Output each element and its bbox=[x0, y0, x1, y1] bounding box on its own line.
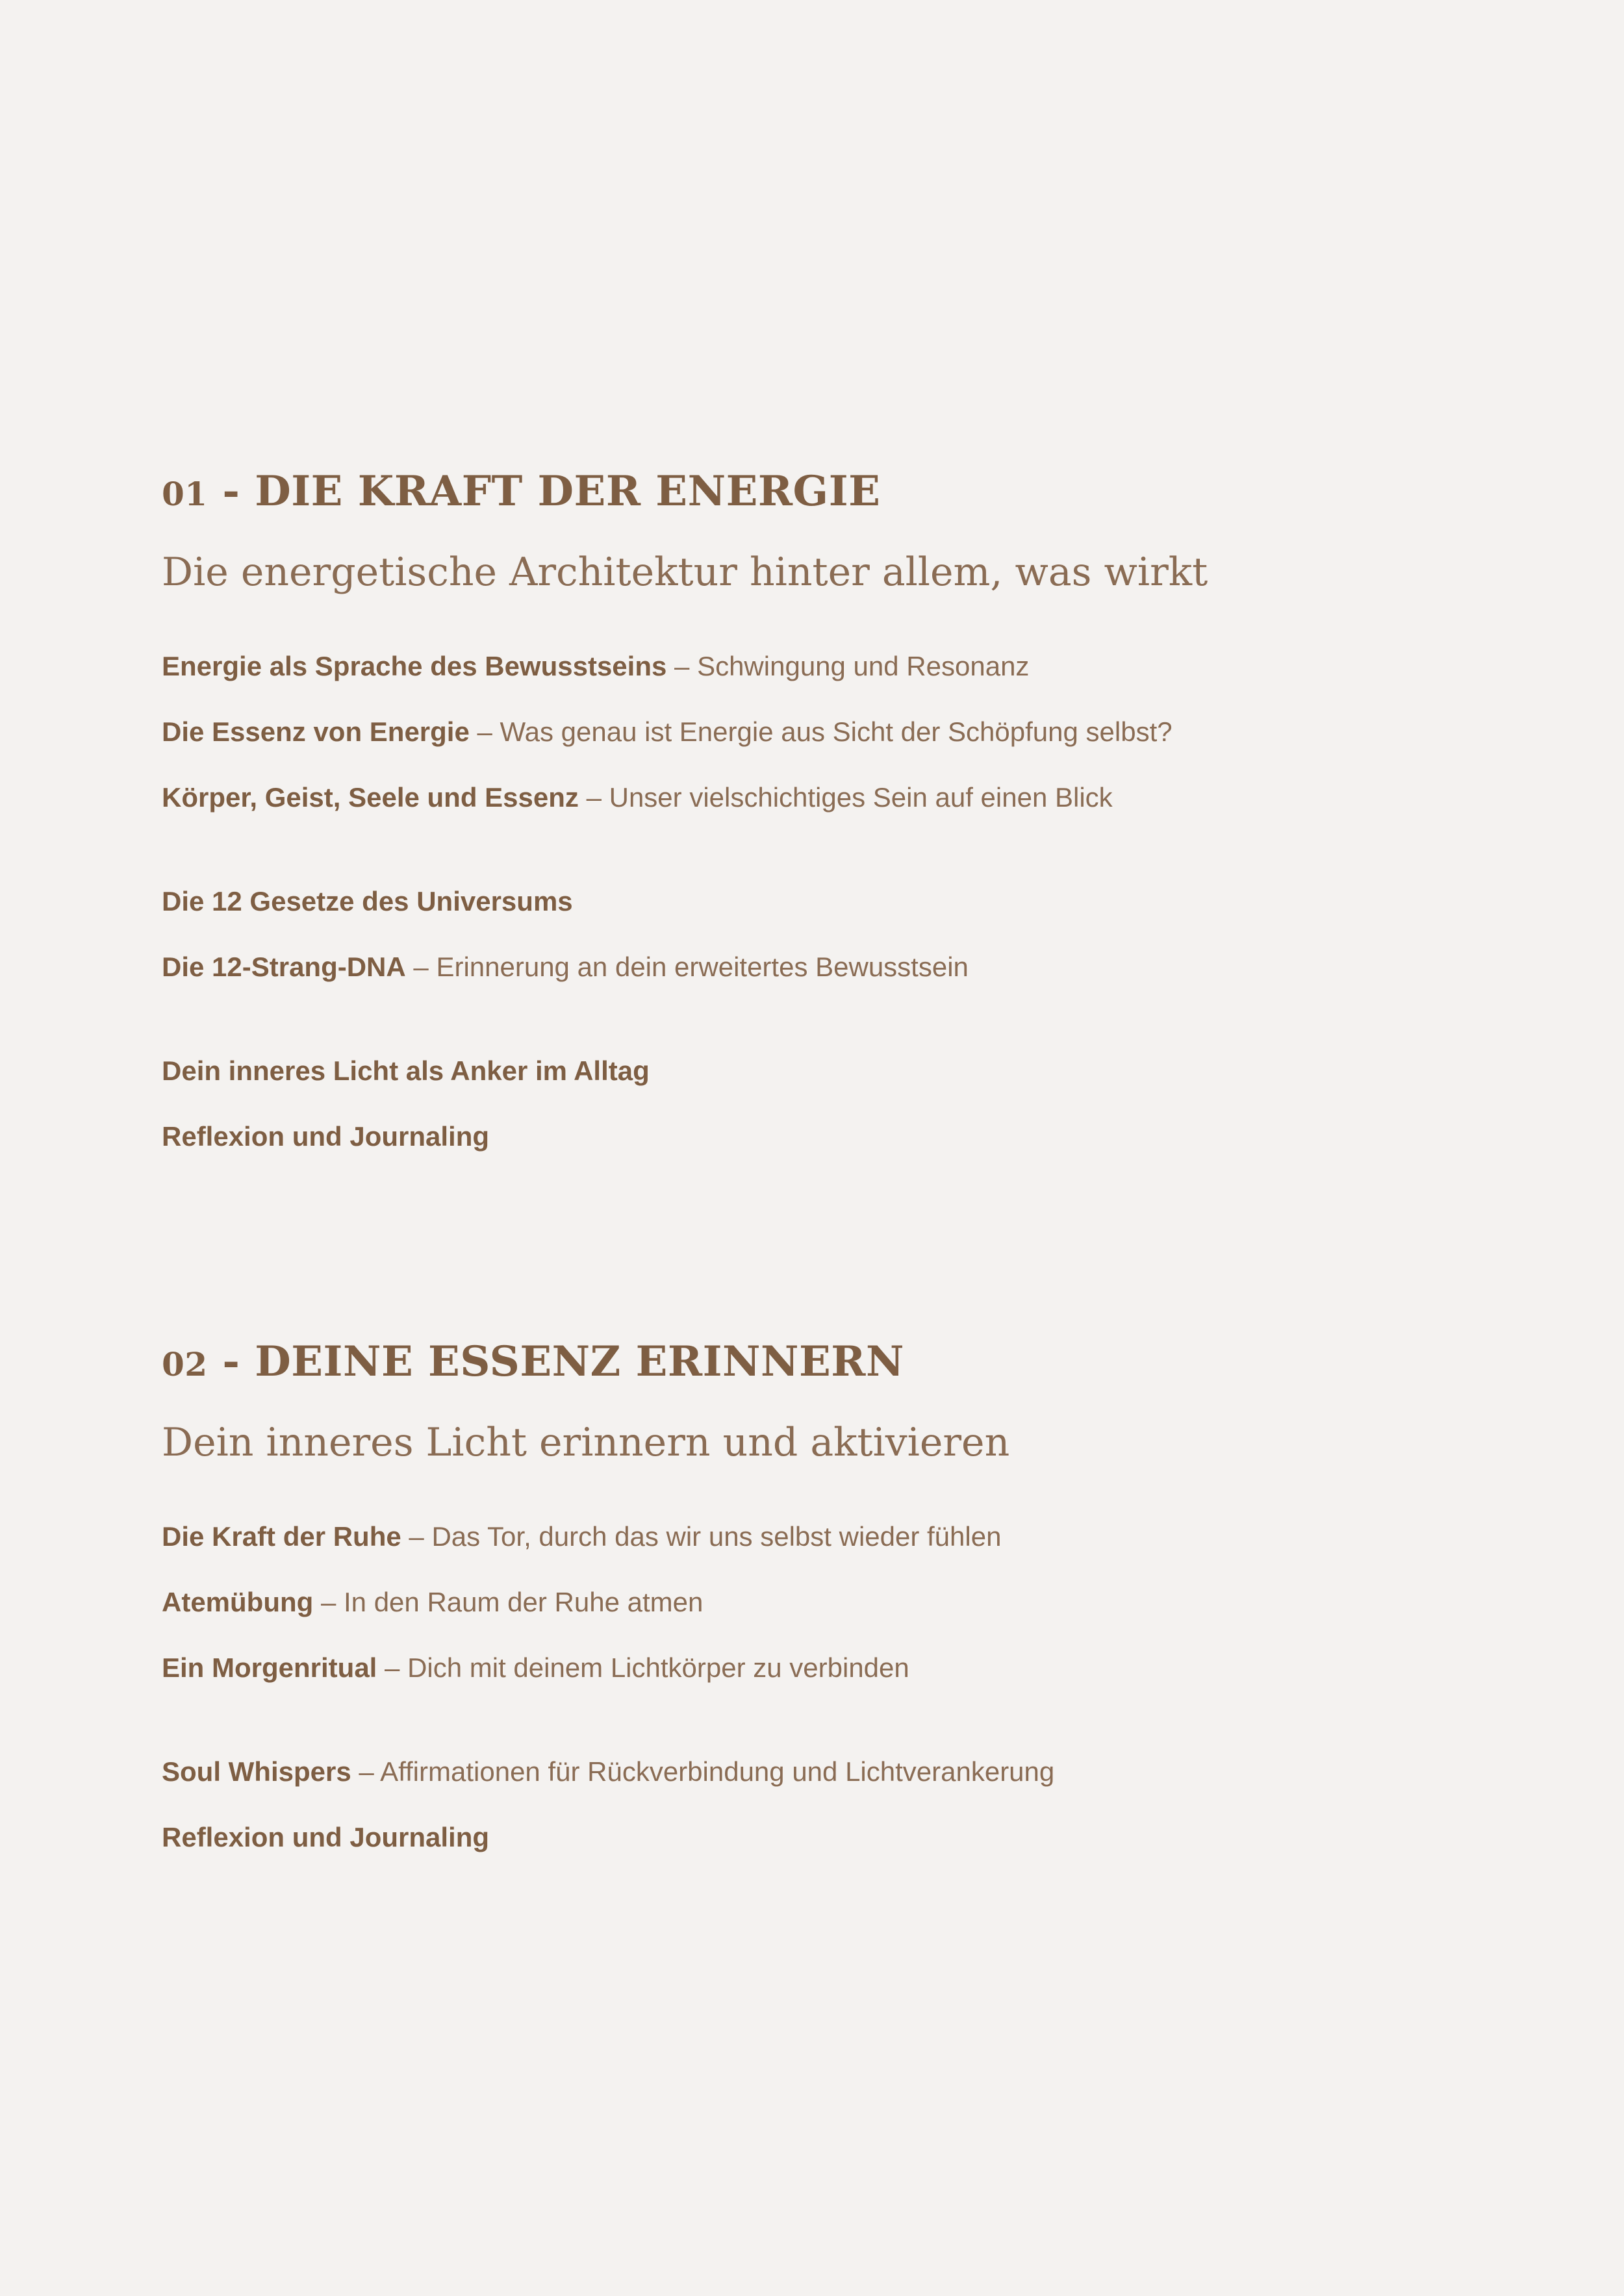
chapter-entry bbox=[162, 647, 1461, 686]
chapter-title-dash: - bbox=[207, 467, 255, 516]
entry-title: Die Kraft der Ruhe bbox=[162, 1521, 401, 1552]
chapter-entry bbox=[162, 1517, 1461, 1556]
chapter-01 bbox=[162, 462, 1461, 1183]
chapter-number: 01 bbox=[162, 475, 208, 513]
chapter-entry bbox=[162, 778, 1461, 817]
entry-separator: – bbox=[351, 1756, 381, 1787]
chapter-title-text: DIE KRAFT DER ENERGIE bbox=[255, 467, 881, 516]
chapter-entry bbox=[162, 1752, 1461, 1791]
entry-title: Energie als Sprache des Bewusstseins bbox=[162, 651, 667, 681]
chapter-entry bbox=[162, 882, 1461, 921]
entry-title: Körper, Geist, Seele und Essenz bbox=[162, 782, 579, 813]
entry-title: Ein Morgenritual bbox=[162, 1652, 377, 1683]
chapter-title-dash: - bbox=[207, 1337, 255, 1386]
entry-description: Das Tor, durch das wir uns selbst wieder fühlen bbox=[431, 1521, 1002, 1552]
chapter-entry-list bbox=[162, 647, 1461, 1156]
chapter-title-text: DEINE ESSENZ ERINNERN bbox=[255, 1337, 904, 1386]
entry-description: Erinnerung an dein erweitertes Bewusstsein bbox=[436, 952, 969, 982]
chapter-title bbox=[162, 462, 1461, 521]
chapter-number: 02 bbox=[162, 1345, 208, 1383]
chapter-subtitle: Dein inneres Licht erinnern und aktivieren bbox=[162, 1420, 1010, 1465]
entry-title: Soul Whispers bbox=[162, 1756, 351, 1787]
chapter-subtitle: Die energetische Architektur hinter allem, was wirkt bbox=[162, 549, 1208, 595]
chapter-entry bbox=[162, 1117, 1461, 1156]
chapter-entry bbox=[162, 948, 1461, 987]
entry-description: In den Raum der Ruhe atmen bbox=[344, 1587, 704, 1617]
chapter-entry bbox=[162, 713, 1461, 751]
entry-title: Reflexion und Journaling bbox=[162, 1822, 490, 1852]
chapter-02 bbox=[162, 1333, 1461, 1884]
entry-title: Reflexion und Journaling bbox=[162, 1121, 490, 1152]
entry-description: Unser vielschichtiges Sein auf einen Blick bbox=[609, 782, 1113, 813]
entry-separator: – bbox=[405, 952, 437, 982]
entry-title: Dein inneres Licht als Anker im Alltag bbox=[162, 1055, 650, 1086]
entry-separator: – bbox=[377, 1652, 408, 1683]
entry-separator: – bbox=[578, 782, 609, 813]
chapter-entry bbox=[162, 1583, 1461, 1622]
chapter-entry-list bbox=[162, 1517, 1461, 1857]
entry-title: Die 12-Strang-DNA bbox=[162, 952, 406, 982]
chapter-entry bbox=[162, 1648, 1461, 1687]
entry-title: Die Essenz von Energie bbox=[162, 716, 470, 747]
entry-description: Was genau ist Energie aus Sicht der Schöpfung selbst? bbox=[500, 716, 1173, 747]
chapter-entry bbox=[162, 1052, 1461, 1091]
entry-description: Dich mit deinem Lichtkörper zu verbinden bbox=[407, 1652, 909, 1683]
chapter-title bbox=[162, 1333, 1461, 1391]
document-page bbox=[162, 0, 1461, 2296]
entry-title: Atemübung bbox=[162, 1587, 314, 1617]
entry-separator: – bbox=[401, 1521, 432, 1552]
entry-description: Schwingung und Resonanz bbox=[697, 651, 1030, 681]
entry-separator: – bbox=[469, 716, 500, 747]
chapter-entry bbox=[162, 1818, 1461, 1857]
entry-separator: – bbox=[313, 1587, 344, 1617]
entry-separator: – bbox=[666, 651, 698, 681]
entry-description: Affirmationen für Rückverbindung und Lichtverankerung bbox=[380, 1756, 1055, 1787]
entry-title: Die 12 Gesetze des Universums bbox=[162, 886, 573, 916]
